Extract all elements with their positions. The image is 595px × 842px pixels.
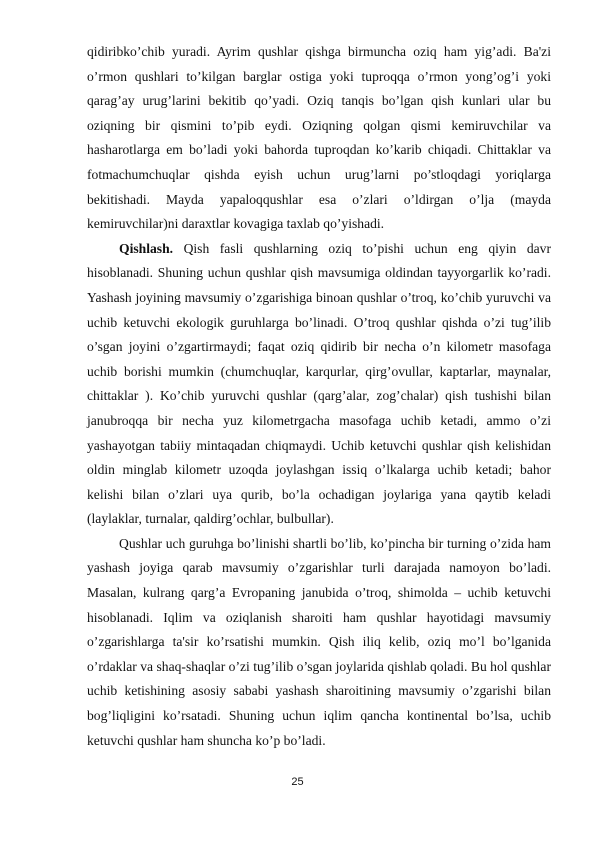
paragraph-1: qidiribko’chib yuradi. Ayrim qushlar qishga birmuncha oziq ham yig’adi. Ba'zi o’rmon qushlari to’kilgan barglar ostiga yoki tuproqqa o’rmon yong’og’i yoki qarag’ay urug’larini bekitib qo’yadi. Oziq tanqis bo’lgan qish kunlari ular bu oziqning bir qismini to’pib eydi. Oziqning qolgan qismi kemiruvchilar va hasharotlarga em bo’ladi yoki bahorda tuproqdan ko’karib chiqadi. Chittaklar va fotmachumchuqlar qishda eyish uchun urug’larni po’stloqdagi yoriqlarga bekitishadi. Mayda yapaloqqushlar esa o’zlari o’ldirgan o’lja (mayda kemiruvchilar)ni daraxtlar kovagiga taxlab qo’yishadi.: [87, 44, 551, 232]
paragraph-3: Qushlar uch guruhga bo’linishi shartli bo’lib, ko’pincha bir turning o’zida ham yashash joyiga qarab mavsumiy o’zgarishlar turli darajada namoyon bo’ladi. Masalan, kulrang qarg’a Evropaning janubida o’troq, shimolda – uchib ketuvchi hisoblanadi. Iqlim va oziqlanish sharoiti ham qushlar hayotidagi mavsumiy o’zgarishlarga ta'sir ko’rsatishi mumkin. Qish iliq kelib, oziq mo’l bo’lganida o’rdaklar va shaq-shaqlar o’zi tug’ilib o’sgan joylarida qishlab qoladi. Bu hol qushlar uchib ketishining asosiy sababi yashash sharoitining mavsumiy o’zgarishi bilan bog’liqligini ko’rsatadi. Shuning uchun iqlim qancha kontinental bo’lsa, uchib ketuvchi qushlar ham shuncha ko’p bo’ladi.: [87, 535, 551, 748]
paragraph-2: [87, 237, 551, 532]
paragraph-2-body: Qish fasli qushlarning oziq to’pishi uchun eng qiyin davr hisoblanadi. Shuning uchun qushlar qish mavsumiga oldindan tayyorgarlik ko’radi. Yashash joyining mavsumiy o’zgarishiga binoan qushlar o’troq, ko’chib yuruvchi va uchib ketuvchi ekologik guruhlarga bo’linadi. O’troq qushlar qishda o’zi tug’ilib o’sgan joyini o’zgartirmaydi; faqat oziq qidirib bir necha o’n kilometr masofaga uchib borishi mumkin (chumchuqlar, karqurlar, qirg’ovullar, kaptarlar, maynalar, chittaklar ). Ko’chib yuruvchi qushlar (qarg’alar, zog’chalar) qish tushishi bilan janubroqqa bir necha yuz kilometrgacha masofaga uchib ketadi, ammo o’zi yashayotgan tabiiy mintaqadan chiqmaydi. Uchib ketuvchi qushlar qish kelishidan oldin minglab kilometr uzoqda joylashgan issiq o’lkalarga uchib ketadi; bahor kelishi bilan o’zlari uya qurib, bo’la ochadigan joylariga yana qaytib keladi (laylaklar, turnalar, qaldirg’ochlar, bulbullar).: [87, 240, 551, 527]
page-number: 25: [291, 776, 304, 788]
document-page: [87, 40, 551, 753]
paragraph-2-heading: Qishlash.: [119, 240, 174, 256]
